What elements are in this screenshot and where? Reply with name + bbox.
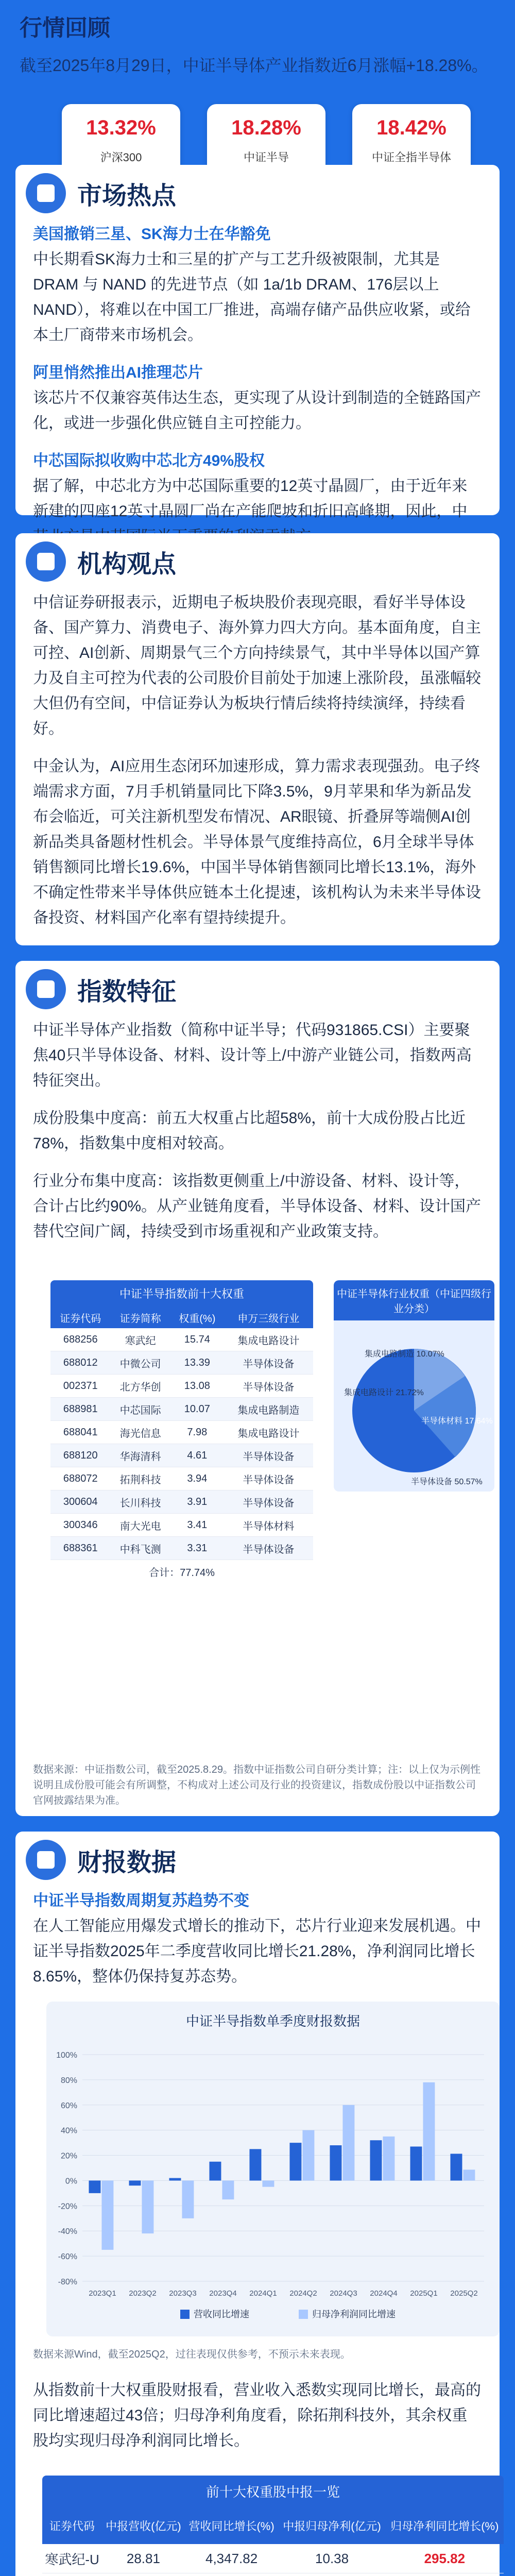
finance-paragraph: 在人工智能应用爆发式增长的推动下，芯片行业迎来发展机遇。中证半导指数2025年二季度营收同比增长21.28%，净利润同比增长8.65%，整体仍保持复苏态势。 xyxy=(33,1918,481,1985)
kpi-value: 18.28% xyxy=(231,116,301,139)
table-title: 中证半导指数前十大权重 xyxy=(50,1280,313,1307)
y-tick-label: 60% xyxy=(60,2101,77,2110)
table-cell: 3.41 xyxy=(170,1514,224,1537)
x-tick-label: 2024Q2 xyxy=(289,2289,317,2298)
table-cell: 4,347.82 xyxy=(185,2544,279,2573)
institutional-views-card xyxy=(15,533,500,945)
table-cell: 300604 xyxy=(50,1490,110,1514)
table-cell: 北方华创 xyxy=(110,1375,170,1398)
table-cell: 半导体设备 xyxy=(224,1375,313,1398)
kpi-value: 13.32% xyxy=(86,116,156,139)
table-cell: 半导体材料 xyxy=(224,1514,313,1537)
top10-weights-table xyxy=(50,1280,313,1583)
table-row xyxy=(42,2573,504,2576)
table-row xyxy=(50,1444,313,1467)
hotspot-text: 该芯片不仅兼容英伟达生态，更实现了从设计到制造的全链路国产化，或进一步强化供应链自主可控能力。 xyxy=(33,389,481,432)
table-cell: 寒武纪-U xyxy=(42,2544,102,2573)
market-body xyxy=(15,222,500,549)
section-header xyxy=(15,961,500,1018)
table-cell: 海光信息 xyxy=(110,1421,170,1444)
bar xyxy=(89,2180,100,2193)
section-header xyxy=(15,1832,500,1888)
table-cell: 002371 xyxy=(50,1375,110,1398)
pie-label: 半导体设备 50.57% xyxy=(411,1478,483,1486)
section-title: 财报数据 xyxy=(77,1849,177,1876)
table-cell: 南大光电 xyxy=(110,1514,170,1537)
table-cell: 半导体设备 xyxy=(224,1490,313,1514)
x-tick-label: 2024Q1 xyxy=(249,2289,277,2298)
table-header-cell: 营收同比增长(%) xyxy=(185,2507,279,2544)
table-cell xyxy=(102,2573,185,2576)
table-cell: 华海清科 xyxy=(110,1444,170,1467)
header-subtitle: 截至2025年8月29日，中证半导体产业指数近6月涨幅+18.28%。 xyxy=(20,56,488,75)
table-header-cell: 中报归母净利(亿元) xyxy=(278,2507,385,2544)
bar xyxy=(182,2180,194,2218)
hotspot-text: 据了解，中芯北方为中芯国际重要的12英寸晶圆厂，由于近年来新建的四座12英寸晶圆厂尚在产能爬坡和折旧高峰期，因此，中 xyxy=(33,478,468,520)
x-tick-label: 2023Q1 xyxy=(89,2289,116,2298)
index-body xyxy=(15,1018,500,1244)
industry-pie xyxy=(334,1320,494,1496)
section-header xyxy=(15,533,500,590)
x-tick-label: 2025Q1 xyxy=(410,2289,438,2298)
table-cell: 688120 xyxy=(50,1444,110,1467)
table-row xyxy=(50,1490,313,1514)
table-cell: 集成电路设计 xyxy=(224,1328,313,1351)
table-cell: 拓荆科技 xyxy=(110,1467,170,1490)
x-tick-label: 2023Q3 xyxy=(169,2289,197,2298)
table-cell: 3.91 xyxy=(170,1490,224,1514)
bar xyxy=(383,2137,394,2181)
table-cell: 半导体设备 xyxy=(224,1444,313,1467)
section-title: 市场热点 xyxy=(77,182,177,210)
table-cell: 中科飞测 xyxy=(110,1537,170,1560)
table-cell: 半导体设备 xyxy=(224,1351,313,1375)
table-cell: 半导体设备 xyxy=(224,1467,313,1490)
pie-title: 中证半导体行业权重（中证四级行业分类） xyxy=(334,1280,494,1320)
bar xyxy=(262,2180,274,2187)
earnings-table xyxy=(42,2507,504,2576)
y-tick-label: -80% xyxy=(58,2278,77,2286)
page-title: 行情回顾 xyxy=(20,15,110,41)
legend-swatch xyxy=(180,2310,190,2319)
bar xyxy=(169,2178,181,2181)
x-tick-label: 2023Q2 xyxy=(129,2289,157,2298)
table-row xyxy=(50,1328,313,1351)
x-tick-label: 2023Q4 xyxy=(209,2289,237,2298)
kpi-label: 沪深300 xyxy=(100,151,142,164)
table-cell: 中微公司 xyxy=(110,1351,170,1375)
table-cell xyxy=(185,2573,279,2576)
table-row xyxy=(42,2544,504,2573)
table-cell: 688072 xyxy=(50,1467,110,1490)
table-cell: 3.31 xyxy=(170,1537,224,1560)
section-title: 机构观点 xyxy=(77,550,177,578)
y-tick-label: 100% xyxy=(56,2051,77,2060)
bar xyxy=(410,2146,422,2180)
table-cell: 集成电路设计 xyxy=(224,1421,313,1444)
table-cell: 13.39 xyxy=(170,1351,224,1375)
kpi-label: 中证全指半导体 xyxy=(371,151,451,164)
table-row xyxy=(50,1398,313,1421)
table-cell: 300346 xyxy=(50,1514,110,1537)
bar xyxy=(342,2105,354,2181)
x-tick-label: 2024Q4 xyxy=(370,2289,398,2298)
kpi-label: 中证半导 xyxy=(243,151,289,164)
table-header-cell: 证券代码 xyxy=(42,2507,102,2544)
table-cell: 7.98 xyxy=(170,1421,224,1444)
y-tick-label: -40% xyxy=(58,2227,77,2236)
y-tick-label: -20% xyxy=(58,2202,77,2211)
table-cell: 688041 xyxy=(50,1421,110,1444)
table-header-cell: 证券代码 xyxy=(50,1307,110,1328)
bar xyxy=(423,2082,435,2181)
pie-label: 半导体材料 17.64% xyxy=(421,1417,493,1426)
finance-subheading: 中证半导指数周期复苏趋势不变 xyxy=(33,1892,249,1909)
y-tick-label: 40% xyxy=(60,2126,77,2136)
legend-label: 归母净利润同比增速 xyxy=(312,2309,396,2319)
y-tick-label: 20% xyxy=(60,2151,77,2161)
table-row xyxy=(50,1537,313,1560)
table-cell: 688361 xyxy=(50,1537,110,1560)
table-cell: 28.81 xyxy=(102,2544,185,2573)
section-header xyxy=(15,165,500,222)
bar xyxy=(249,2149,261,2180)
hotspot-heading: 美国撤销三星、SK海力士在华豁免 xyxy=(33,226,271,243)
table-cell: 688981 xyxy=(50,1398,110,1421)
bar xyxy=(463,2170,475,2180)
table-cell xyxy=(386,2573,504,2576)
index-paragraph: 中证半导体产业指数（简称中证半导；代码931865.CSI）主要聚焦40只半导体设备、材料、设计等上/中游产业链公司，指数两高特征突出。 xyxy=(33,1022,472,1089)
speaker-icon xyxy=(26,173,66,213)
index-footnote: 数据来源：中证指数公司，截至2025.8.29。指数中证指数公司自研分类计算；注：以上仅为示例性说明且成份股可能会有所调整，不构成对上述公司及行业的投资建议，指数成份股以中证指数公司官网披露结果为准。 xyxy=(33,1764,480,1806)
weights-table xyxy=(50,1307,313,1560)
table-cell: 688256 xyxy=(50,1328,110,1351)
table-cell xyxy=(42,2573,102,2576)
y-tick-label: -60% xyxy=(58,2252,77,2262)
pie-label: 集成电路设计 21.72% xyxy=(344,1388,424,1397)
table-cell: 集成电路制造 xyxy=(224,1398,313,1421)
table-cell: 10.38 xyxy=(278,2544,385,2573)
table-cell: 15.74 xyxy=(170,1328,224,1351)
index-features-card xyxy=(15,961,500,1816)
bar xyxy=(101,2180,113,2249)
table-header-cell: 申万三级行业 xyxy=(224,1307,313,1328)
hotspot-text: 中长期看SK海力士和三星的扩产与工艺升级被限制，尤其是 DRAM 与 NAND 的先进节点（如 1a/1b DRAM、176层以上NAND），将难以在中国工厂推进，高端存储产品供应收紧，或给本土厂商带来市场机会。 xyxy=(33,251,471,344)
pie-label: 集成电路制造 10.07% xyxy=(365,1350,444,1359)
kpi-value: 18.42% xyxy=(376,116,447,139)
financial-data-card xyxy=(15,1832,500,2576)
y-tick-label: 0% xyxy=(65,2177,77,2186)
x-tick-label: 2024Q3 xyxy=(330,2289,357,2298)
chart-source: 数据来源Wind，截至2025Q2，过往表现仅供参考，不预示未来表现。 xyxy=(33,2349,351,2360)
table-cell: 4.61 xyxy=(170,1444,224,1467)
table-cell: 长川科技 xyxy=(110,1490,170,1514)
table-header-cell: 证券简称 xyxy=(110,1307,170,1328)
table-cell: 半导体设备 xyxy=(224,1537,313,1560)
bar xyxy=(330,2145,341,2180)
bar xyxy=(289,2143,301,2180)
table-cell: 10.07 xyxy=(170,1398,224,1421)
table-row xyxy=(50,1351,313,1375)
finance-body xyxy=(15,1888,500,1989)
bar xyxy=(209,2162,221,2181)
hotspot-heading: 阿里悄然推出AI推理芯片 xyxy=(33,364,203,381)
table-header-cell: 权重(%) xyxy=(170,1307,224,1328)
bar xyxy=(370,2140,382,2180)
finance-paragraph-2-wrap xyxy=(15,2378,500,2466)
bar xyxy=(129,2180,141,2185)
bar xyxy=(222,2180,234,2199)
y-tick-label: 80% xyxy=(60,2076,77,2085)
table-total: 合计：77.74% xyxy=(149,1567,215,1579)
quarterly-bar-chart xyxy=(46,2039,500,2328)
legend-swatch xyxy=(299,2310,308,2319)
finance-paragraph: 从指数前十大权重股财报看，营业收入悉数实现同比增长，最高的同比增速超过43倍；归母净利角度看，除拓荆科技外，其余权重股均实现归母净利润同比增长。 xyxy=(33,2382,481,2449)
table-title: 前十大权重股中报一览 xyxy=(42,2476,504,2507)
index-paragraph: 成份股集中度高：前五大权重占比超58%，前十大成份股占比近78%，指数集中度相对较高。 xyxy=(33,1110,466,1152)
table-row xyxy=(50,1375,313,1398)
hotspot-heading: 中芯国际拟收购中芯北方49%股权 xyxy=(33,452,265,469)
market-hotspots-card xyxy=(15,165,500,520)
table-cell: 295.82 xyxy=(386,2544,504,2573)
chart-icon xyxy=(26,541,66,582)
industry-pie-card xyxy=(334,1280,494,1492)
table-cell: 中芯国际 xyxy=(110,1398,170,1421)
table-cell: 688012 xyxy=(50,1351,110,1375)
bar xyxy=(142,2180,153,2233)
table-row xyxy=(50,1467,313,1490)
table-header-cell: 中报营收(亿元) xyxy=(102,2507,185,2544)
view-paragraph: 中信证券研报表示，近期电子板块股价表现亮眼，看好半导体设备、国产算力、消费电子、海外算力四大方向。基本面角度，自主可控、AI创新、周期景气三个方向持续景气，其中半导体以国产算力及自主可控为代表的公司股价目前处于加速上涨阶段，虽涨幅较大但仍有空间，中信证券认为板块行情后续将持续演绎，持续看好。 xyxy=(33,594,481,737)
index-icon xyxy=(26,969,66,1009)
table-cell: 3.94 xyxy=(170,1467,224,1490)
section-title: 指数特征 xyxy=(77,978,177,1006)
view-paragraph: 中金认为，AI应用生态闭环加速形成，算力需求表现强劲。电子终端需求方面，7月手机销量同比下降3.5%，9月苹果和华为新品发布会临近，可关注新机型发布情况、AR眼镜、折叠屏等端侧AI创新品类具备题材性机会。半导体景气度维持高位，6月全球半导体销售额同比增长19.6%，中国半导体销售额同比增长13.1%，海外不确定性带来半导体供应链本土化提速，该机构认为未来半导体设备投资、材料国产化率有望持续提升。 xyxy=(33,758,481,926)
legend-label: 营收同比增速 xyxy=(194,2309,249,2319)
chart-title: 中证半导指数单季度财报数据 xyxy=(185,2013,360,2029)
table-row xyxy=(50,1514,313,1537)
bar xyxy=(450,2154,462,2180)
bar xyxy=(302,2130,314,2181)
index-paragraph: 行业分布集中度高：该指数更侧重上/中游设备、材料、设计等，合计占比约90%。从产业链角度看，半导体设备、材料、设计国产替代空间广阔，持续受到市场重视和产业政策支持。 xyxy=(33,1173,482,1240)
finance-icon xyxy=(26,1840,66,1880)
quarterly-chart xyxy=(46,2002,500,2336)
x-tick-label: 2025Q2 xyxy=(450,2289,478,2298)
table-cell xyxy=(278,2573,385,2576)
table-row xyxy=(50,1421,313,1444)
top10-earnings-table xyxy=(42,2476,504,2576)
table-header-cell: 归母净利同比增长(%) xyxy=(386,2507,504,2544)
table-cell: 13.08 xyxy=(170,1375,224,1398)
views-body xyxy=(15,590,500,930)
table-cell: 寒武纪 xyxy=(110,1328,170,1351)
